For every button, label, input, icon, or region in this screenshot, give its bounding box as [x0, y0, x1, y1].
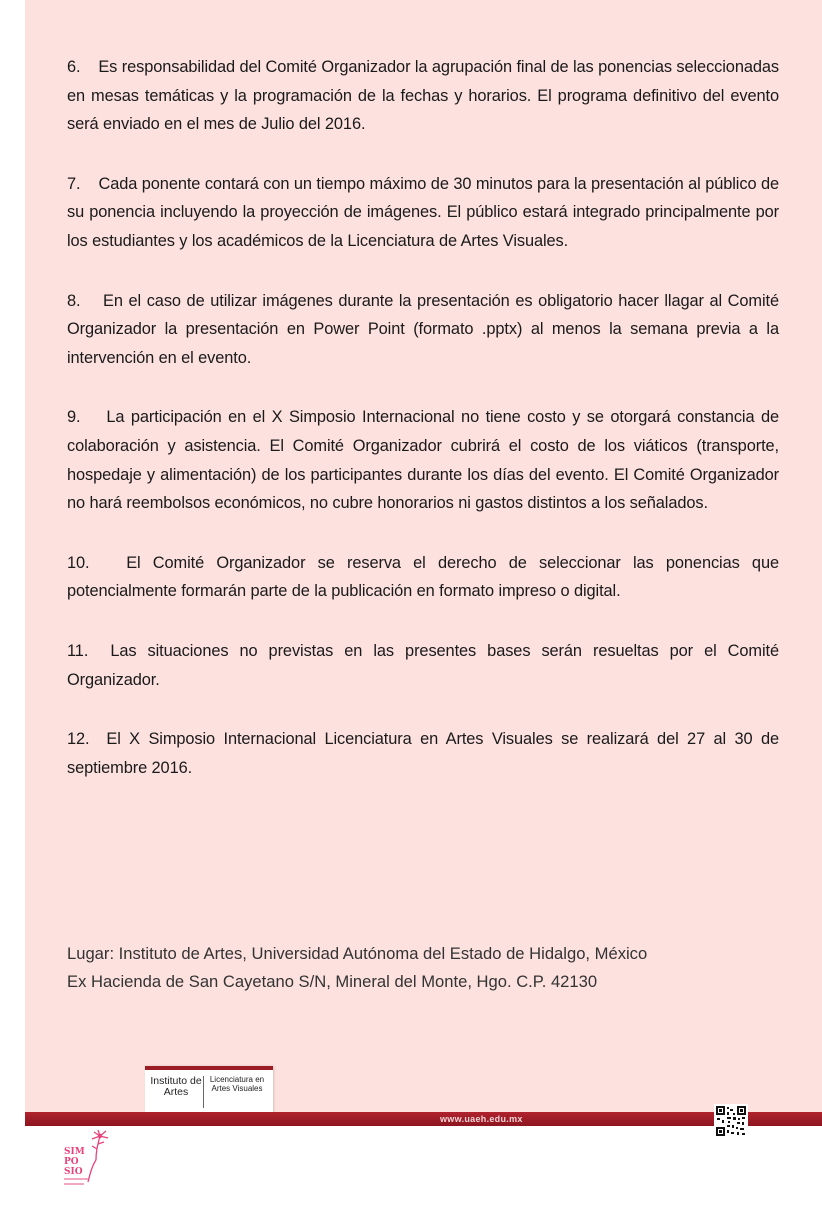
list-item: [67, 549, 779, 606]
item-text: Es responsabilidad del Comité Organizador la agrupación final de las ponencias seleccionadas en mesas temáticas y la programación de la fechas y horarios. El programa definitivo del evento será enviado en el mes de Julio del 2016.: [67, 58, 779, 134]
list-item: [67, 287, 779, 373]
list-item: [67, 725, 779, 782]
qr-code-icon: [714, 1104, 748, 1138]
item-text: Cada ponente contará con un tiempo máximo de 30 minutos para la presentación al público de su ponencia incluyendo la proyección de imágenes. El público estará integrado principalmente por los estudiantes y los académicos de la Licenciatura de Artes Visuales.: [67, 174, 779, 250]
event-location: [67, 940, 787, 996]
list-item: [67, 403, 779, 517]
institute-logo: [145, 1066, 273, 1114]
item-number: 6.: [67, 58, 81, 76]
list-item: [67, 170, 779, 256]
rules-list: [67, 53, 779, 813]
item-text: En el caso de utilizar imágenes durante la presentación es obligatorio hacer llagar al Comité Organizador la presentación en Power Point (formato .pptx) al menos la semana previa a la intervención en el evento.: [67, 291, 779, 367]
footer-bar: [25, 1112, 822, 1126]
program-name: Licenciatura en Artes Visuales: [209, 1075, 265, 1093]
item-number: 11.: [67, 641, 89, 660]
list-item: [67, 53, 779, 139]
svg-text:PO: PO: [64, 1157, 79, 1167]
item-text: El X Simposio Internacional Licenciatura en Artes Visuales se realizará del 27 al 30 de septiembre 2016.: [67, 730, 779, 777]
svg-text:SIO: SIO: [64, 1167, 83, 1177]
list-item: [67, 637, 779, 694]
item-number: 10.: [67, 553, 90, 572]
location-line-2: Ex Hacienda de San Cayetano S/N, Mineral del Monte, Hgo. C.P. 42130: [67, 972, 598, 991]
item-number: 8.: [67, 291, 81, 310]
item-number: 9.: [67, 408, 81, 427]
institute-name: Instituto de Artes: [150, 1075, 202, 1098]
item-number: 12.: [67, 730, 90, 749]
footer-url[interactable]: www.uaeh.edu.mx: [440, 1114, 523, 1124]
svg-text:SIM: SIM: [64, 1147, 85, 1157]
logo-divider: [203, 1076, 204, 1108]
item-text: Las situaciones no previstas en las presentes bases serán resueltas por el Comité Organizador.: [67, 641, 779, 689]
simposio-logo-icon: [62, 1130, 114, 1196]
item-text: El Comité Organizador se reserva el derecho de seleccionar las ponencias que potencialmente formarán parte de la publicación en formato impreso o digital.: [67, 553, 779, 601]
item-text: La participación en el X Simposio Internacional no tiene costo y se otorgará constancia de colaboración y asistencia. El Comité Organizador cubrirá el costo de los viáticos (transporte, hospedaje y alimentación) de los participantes durante los días del evento. El Comité Organizador no hará reembolsos económicos, no cubre honorarios ni gastos distintos a los señalados.: [67, 408, 779, 513]
location-line-1: Lugar: Instituto de Artes, Universidad Autónoma del Estado de Hidalgo, México: [67, 944, 648, 963]
item-number: 7.: [67, 174, 81, 193]
